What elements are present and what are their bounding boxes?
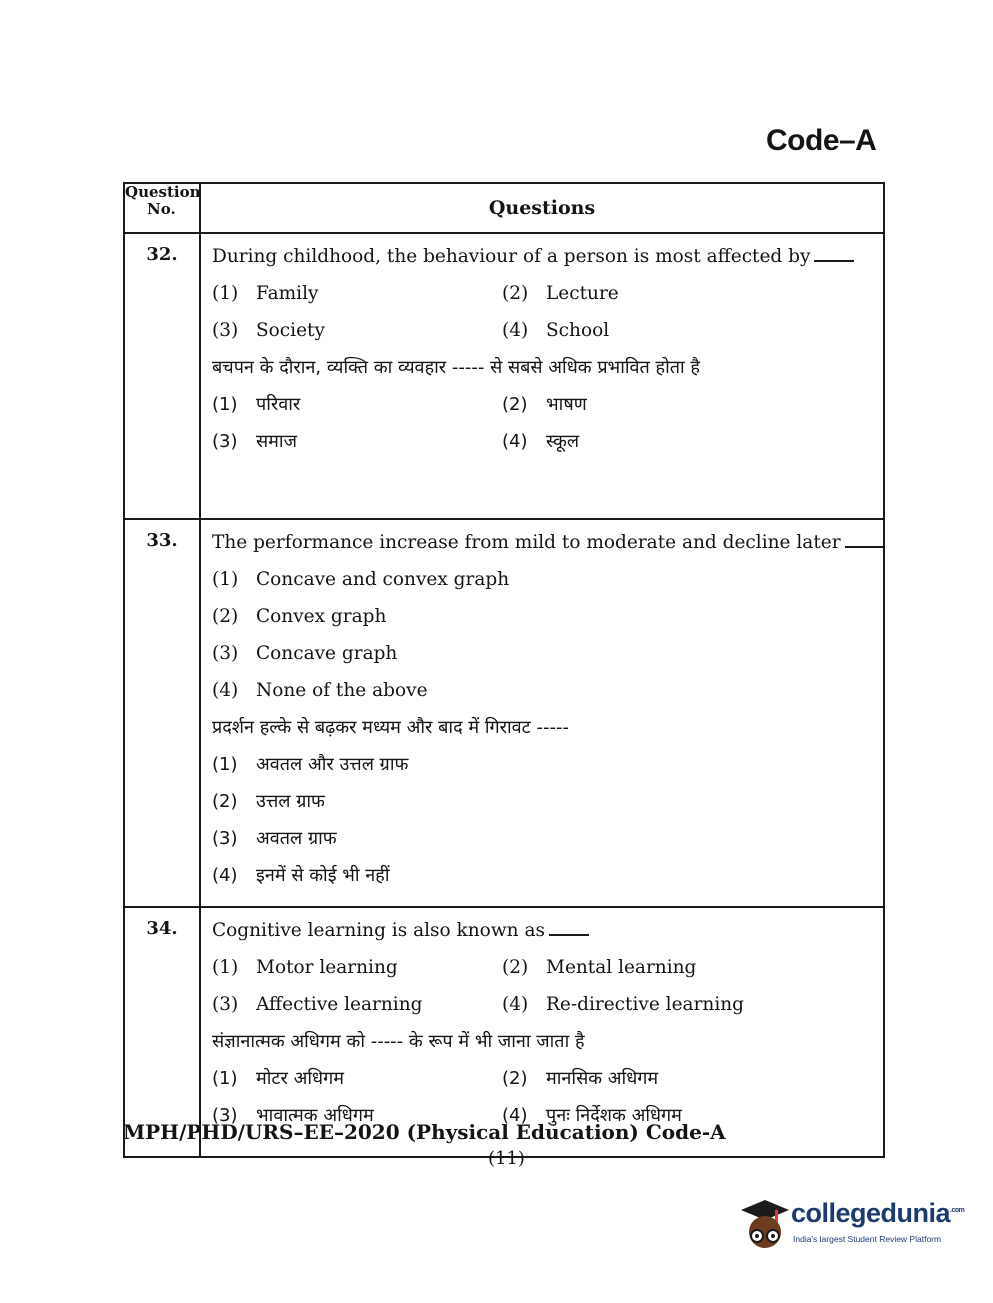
questions-header: Questions	[200, 183, 884, 233]
questions-table	[123, 182, 885, 1158]
option-hi: (1) परिवार	[212, 394, 301, 415]
brand-tagline: India's largest Student Review Platform	[793, 1234, 942, 1244]
option-en: (1) Motor learning	[212, 957, 398, 978]
question-text-hi: संज्ञानात्मक अधिगम को ----- के रूप में भी जाना जाता है	[212, 1031, 585, 1052]
option-hi: (1) मोटर अधिगम	[212, 1068, 344, 1089]
option-hi: (3) समाज	[212, 431, 297, 452]
table-header-row	[124, 183, 884, 233]
option-en: (4) None of the above	[212, 680, 428, 701]
page-number: (11)	[488, 1148, 525, 1169]
question-body	[200, 233, 884, 519]
question-number: 34.	[124, 907, 200, 1157]
option-en: (1) Concave and convex graph	[212, 569, 510, 590]
option-en: (4) School	[502, 320, 610, 341]
option-en: (4) Re-directive learning	[502, 994, 744, 1015]
question-text-en: The performance increase from mild to moderate and decline later	[212, 528, 873, 565]
question-number: 32.	[124, 233, 200, 519]
question-text-hi: बचपन के दौरान, व्यक्ति का व्यवहार ----- से सबसे अधिक प्रभावित होता है	[212, 357, 700, 378]
option-en: (2) Lecture	[502, 283, 619, 304]
option-hi: (3) भावात्मक अधिगम	[212, 1105, 374, 1126]
option-hi: (4) स्कूल	[502, 431, 580, 452]
footer-title: MPH/PHD/URS–EE–2020 (Physical Education) Code-A	[123, 1120, 726, 1144]
option-en: (2) Mental learning	[502, 957, 697, 978]
collegedunia-watermark	[735, 1196, 975, 1256]
option-en: (2) Convex graph	[212, 606, 387, 627]
mascot-icon	[735, 1196, 791, 1256]
option-en: (3) Society	[212, 320, 325, 341]
question-row-32	[124, 233, 884, 519]
code-label: Code–A	[766, 124, 877, 157]
option-hi: (2) उत्तल ग्राफ	[212, 791, 325, 812]
question-text-en: During childhood, the behaviour of a person is most affected by	[212, 242, 873, 279]
option-hi: (4) इनमें से कोई भी नहीं	[212, 865, 390, 886]
option-hi: (2) भाषण	[502, 394, 587, 415]
option-en: (1) Family	[212, 283, 319, 304]
question-text-en: Cognitive learning is also known as	[212, 916, 873, 953]
brand-name: collegedunia$^{.com}$	[791, 1198, 965, 1228]
option-hi: (3) अवतल ग्राफ	[212, 828, 337, 849]
question-number: 33.	[124, 519, 200, 907]
question-body	[200, 519, 884, 907]
question-no-header: Question No.	[124, 183, 200, 233]
question-row-33	[124, 519, 884, 907]
option-en: (3) Affective learning	[212, 994, 423, 1015]
option-hi: (2) मानसिक अधिगम	[502, 1068, 659, 1089]
option-en: (3) Concave graph	[212, 643, 398, 664]
question-text-hi: प्रदर्शन हल्के से बढ़कर मध्यम और बाद में गिरावट -----	[212, 717, 569, 738]
option-hi: (4) पुनः निर्देशक अधिगम	[502, 1105, 682, 1126]
option-hi: (1) अवतल और उत्तल ग्राफ	[212, 754, 409, 775]
